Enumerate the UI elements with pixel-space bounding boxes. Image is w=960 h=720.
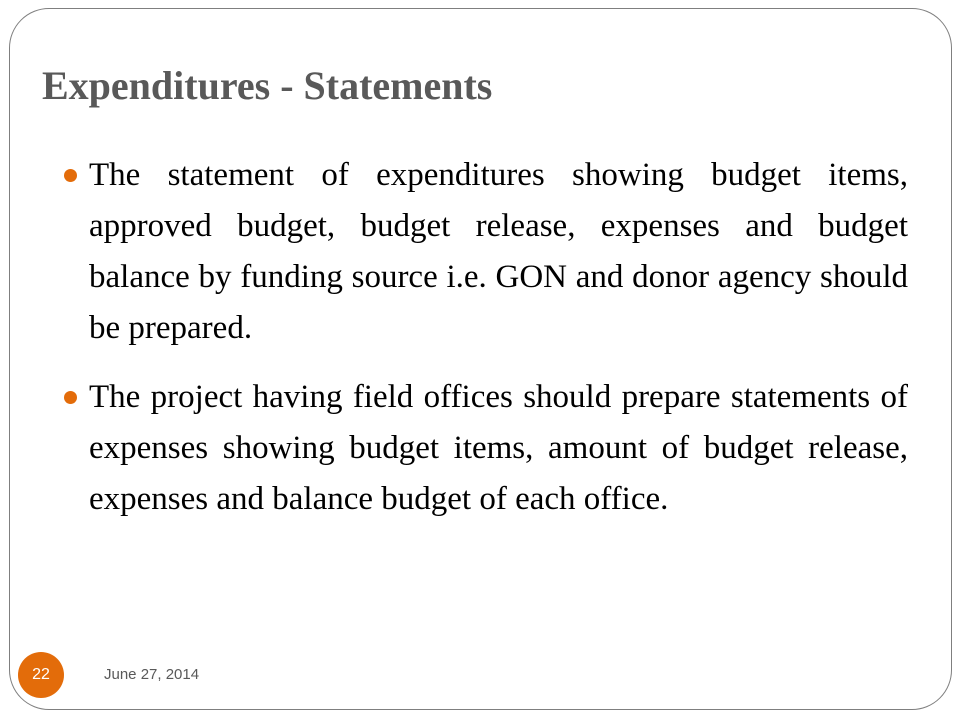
- bullet-text: The project having field offices should prepare statements of expenses showing budget items, amount of budget release, expenses and balance budget of each office.: [89, 379, 908, 517]
- bullet-text: The statement of expenditures showing budget items, approved budget, budget release, expenses and budget balance by funding source i.e. GON and donor agency should be prepared.: [89, 157, 908, 346]
- bullet-list: [64, 150, 908, 543]
- bullet-dot-icon: [64, 391, 77, 404]
- slide-number-badge: 22: [18, 652, 64, 698]
- bullet-dot-icon: [64, 169, 77, 182]
- slide-title: Expenditures - Statements: [42, 63, 493, 108]
- bullet-item: [64, 372, 908, 525]
- bullet-item: [64, 150, 908, 354]
- footer-date: June 27, 2014: [104, 666, 200, 683]
